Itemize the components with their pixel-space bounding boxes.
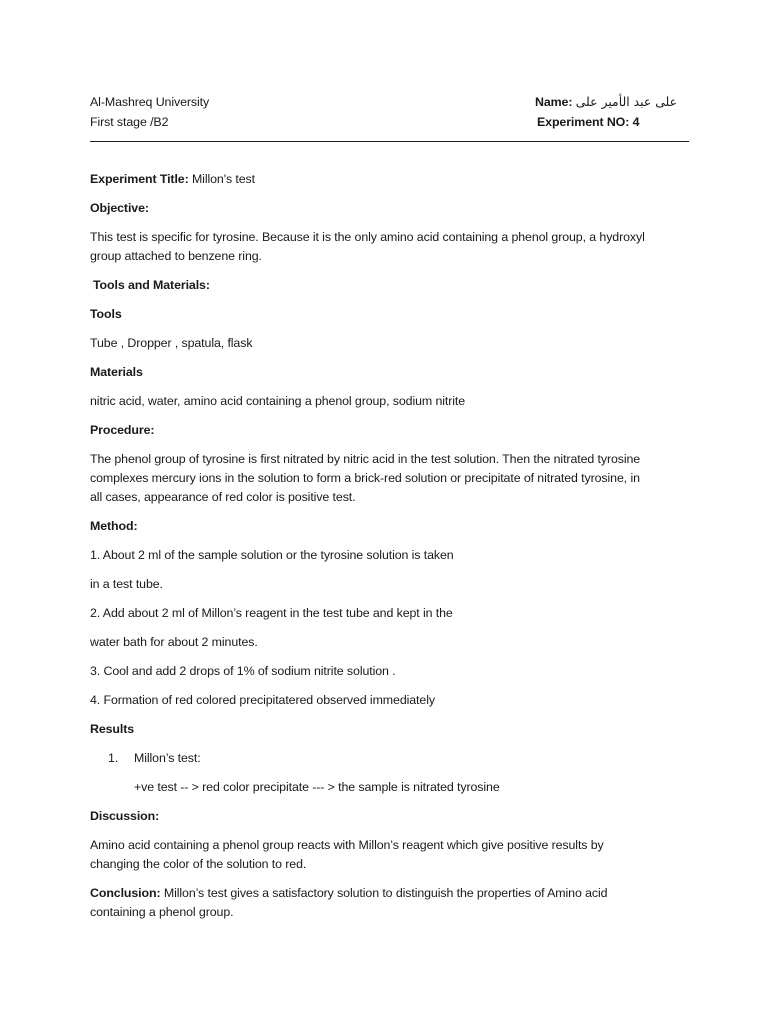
method-step-4: 4. Formation of red colored precipitatered observed immediately (90, 693, 435, 707)
materials-heading: Materials (90, 365, 143, 379)
discussion-text-line-1: Amino acid containing a phenol group reacts with Millon’s reagent which give positive results by (90, 838, 604, 852)
objective-text-line-1: This test is specific for tyrosine. Because it is the only amino acid containing a phenol group, a hydroxyl (90, 230, 645, 244)
results-heading: Results (90, 722, 135, 736)
method-step-2b: water bath for about 2 minutes. (90, 635, 258, 649)
results-item-text: +ve test -- > red color precipitate --- > the sample is nitrated tyrosine (134, 780, 500, 794)
tools-materials-heading: Tools and Materials: (93, 278, 210, 292)
procedure-text-line-1: The phenol group of tyrosine is first nitrated by nitric acid in the test solution. Then the nitrated tyrosine (90, 452, 641, 466)
discussion-text-line-2: changing the color of the solution to red. (90, 857, 307, 871)
name-value: علی عبد الأمير علی (575, 94, 678, 109)
experiment-label: Experiment NO: (537, 115, 630, 129)
conclusion-label: Conclusion: (90, 886, 161, 900)
experiment-title-value: Millon's test (191, 172, 255, 186)
experiment-title-label: Experiment Title: (90, 172, 189, 186)
name-label: Name: (535, 95, 573, 109)
conclusion-line-2: containing a phenol group. (90, 905, 234, 919)
experiment-value: 4 (632, 115, 640, 129)
results-item-label: Millon’s test: (134, 751, 201, 765)
experiment-title (90, 171, 255, 187)
tools-heading: Tools (90, 307, 122, 321)
method-step-1a: 1. About 2 ml of the sample solution or the tyrosine solution is taken (90, 548, 454, 562)
method-step-1b: in a test tube. (90, 577, 163, 591)
tools-text: Tube , Dropper , spatula, flask (90, 336, 253, 350)
discussion-heading: Discussion: (90, 809, 160, 823)
procedure-text-line-3: all cases, appearance of red color is positive test. (90, 490, 356, 504)
university-name: Al-Mashreq University (90, 95, 210, 109)
materials-text: nitric acid, water, amino acid containing a phenol group, sodium nitrite (90, 394, 466, 408)
procedure-text-line-2: complexes mercury ions in the solution to form a brick-red solution or precipitate of nitrated tyrosine, in (90, 471, 640, 485)
conclusion-text: Millon’s test gives a satisfactory solution to distinguish the properties of Amino acid (163, 886, 608, 900)
method-step-2a: 2. Add about 2 ml of Millon’s reagent in the test tube and kept in the (90, 606, 453, 620)
header-divider (90, 141, 689, 142)
objective-heading: Objective: (90, 201, 149, 215)
results-item-number: 1. (108, 751, 119, 765)
procedure-heading: Procedure: (90, 423, 155, 437)
method-step-3: 3. Cool and add 2 drops of 1% of sodium nitrite solution . (90, 664, 396, 678)
experiment-number (537, 114, 639, 130)
results-item (108, 750, 201, 766)
method-heading: Method: (90, 519, 138, 533)
conclusion-line-1 (90, 885, 607, 901)
objective-text-line-2: group attached to benzene ring. (90, 249, 262, 263)
student-name (535, 94, 677, 110)
stage-label: First stage /B2 (90, 115, 169, 129)
